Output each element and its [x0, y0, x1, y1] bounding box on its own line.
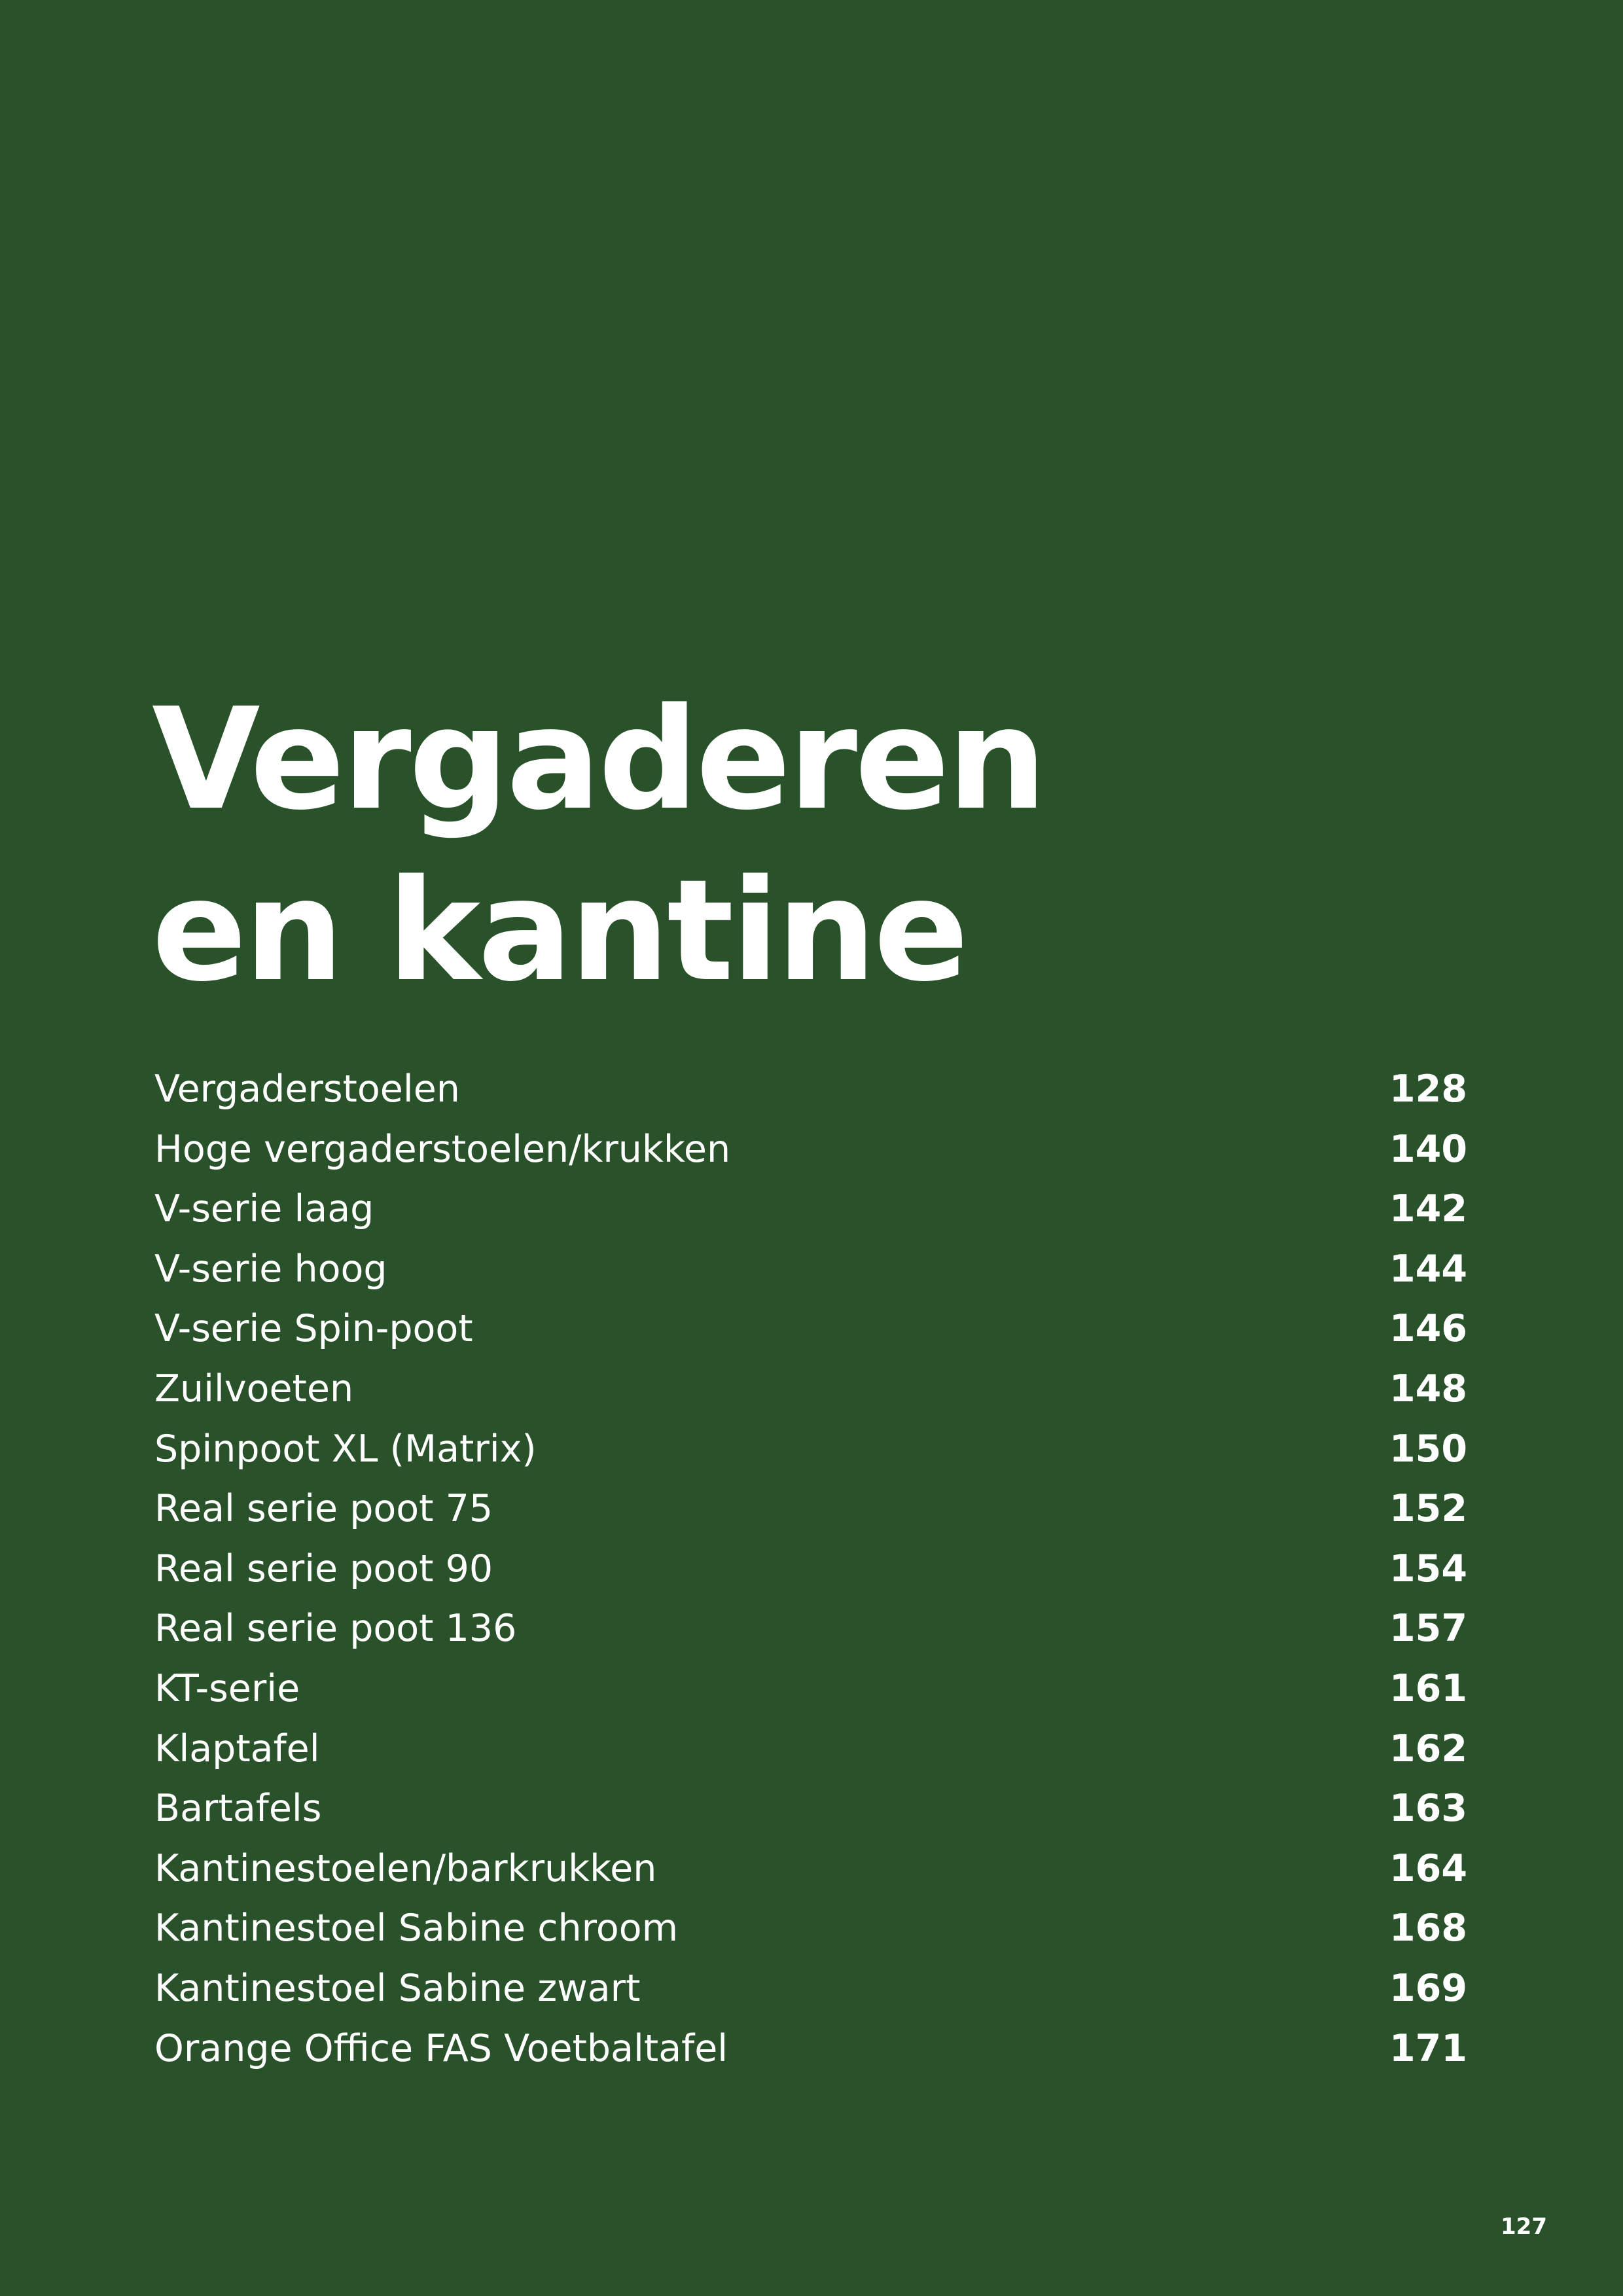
toc-item-page: 171: [1389, 2026, 1467, 2070]
toc-item-kantinestoelen-barkrukken[interactable]: [154, 1839, 1470, 1899]
toc-item-zuilvoeten[interactable]: [154, 1359, 1470, 1420]
section-title-line-2: en kantine: [152, 850, 967, 1013]
toc-item-hoge-vergaderstoelen[interactable]: [154, 1120, 1470, 1180]
toc-item-label: Zuilvoeten: [154, 1367, 354, 1410]
toc-item-kt-serie[interactable]: [154, 1659, 1470, 1719]
toc-item-v-serie-laag[interactable]: [154, 1179, 1470, 1240]
toc-item-bartafels[interactable]: [154, 1779, 1470, 1839]
toc-item-v-serie-hoog[interactable]: [154, 1240, 1470, 1300]
toc-item-page: 140: [1389, 1127, 1467, 1171]
toc-item-real-serie-poot-136[interactable]: [154, 1599, 1470, 1659]
toc-item-label: Spinpoot XL (Matrix): [154, 1427, 537, 1471]
toc-item-spinpoot-xl[interactable]: [154, 1420, 1470, 1480]
toc-item-label: V-serie laag: [154, 1187, 374, 1231]
toc-item-page: 163: [1389, 1787, 1467, 1831]
toc-item-kantinestoel-sabine-zwart[interactable]: [154, 1959, 1470, 2019]
section-title-line-1: Vergaderen: [152, 678, 1044, 841]
toc-item-page: 157: [1389, 1607, 1467, 1651]
toc-item-page: 148: [1389, 1367, 1467, 1410]
toc-item-v-serie-spin-poot[interactable]: [154, 1299, 1470, 1359]
toc-item-page: 168: [1389, 1907, 1467, 1950]
toc-item-label: V-serie hoog: [154, 1247, 387, 1291]
toc-item-label: Kantinestoel Sabine chroom: [154, 1907, 679, 1950]
toc-item-real-serie-poot-75[interactable]: [154, 1479, 1470, 1539]
toc-item-page: 146: [1389, 1307, 1467, 1351]
toc-item-label: Hoge vergaderstoelen/krukken: [154, 1127, 731, 1171]
toc-item-label: Orange Office FAS Voetbaltafel: [154, 2026, 728, 2070]
toc-item-label: KT-serie: [154, 1666, 300, 1710]
toc-item-page: 150: [1389, 1427, 1467, 1471]
table-of-contents: [154, 1060, 1470, 2079]
toc-item-label: Kantinestoelen/barkrukken: [154, 1846, 657, 1890]
toc-item-fas-voetbaltafel[interactable]: [154, 2019, 1470, 2079]
toc-item-label: V-serie Spin-poot: [154, 1307, 473, 1351]
section-title: [152, 674, 1044, 1017]
toc-item-page: 152: [1389, 1487, 1467, 1531]
toc-item-kantinestoel-sabine-chroom[interactable]: [154, 1899, 1470, 1959]
toc-item-page: 128: [1389, 1067, 1467, 1111]
toc-item-klaptafel[interactable]: [154, 1719, 1470, 1780]
toc-item-real-serie-poot-90[interactable]: [154, 1539, 1470, 1600]
toc-item-label: Real serie poot 136: [154, 1607, 517, 1651]
toc-item-page: 164: [1389, 1846, 1467, 1890]
toc-item-vergaderstoelen[interactable]: [154, 1060, 1470, 1120]
toc-item-page: 142: [1389, 1187, 1467, 1231]
toc-item-page: 162: [1389, 1727, 1467, 1770]
toc-item-label: Bartafels: [154, 1787, 322, 1831]
toc-item-page: 144: [1389, 1247, 1467, 1291]
toc-item-label: Real serie poot 90: [154, 1547, 493, 1590]
toc-item-page: 161: [1389, 1666, 1467, 1710]
toc-item-page: 169: [1389, 1966, 1467, 2010]
toc-item-label: Vergaderstoelen: [154, 1067, 460, 1111]
toc-item-page: 154: [1389, 1547, 1467, 1590]
toc-item-label: Kantinestoel Sabine zwart: [154, 1966, 641, 2010]
toc-item-label: Klaptafel: [154, 1727, 320, 1770]
page-number: 127: [1501, 2214, 1547, 2240]
toc-item-label: Real serie poot 75: [154, 1487, 493, 1531]
